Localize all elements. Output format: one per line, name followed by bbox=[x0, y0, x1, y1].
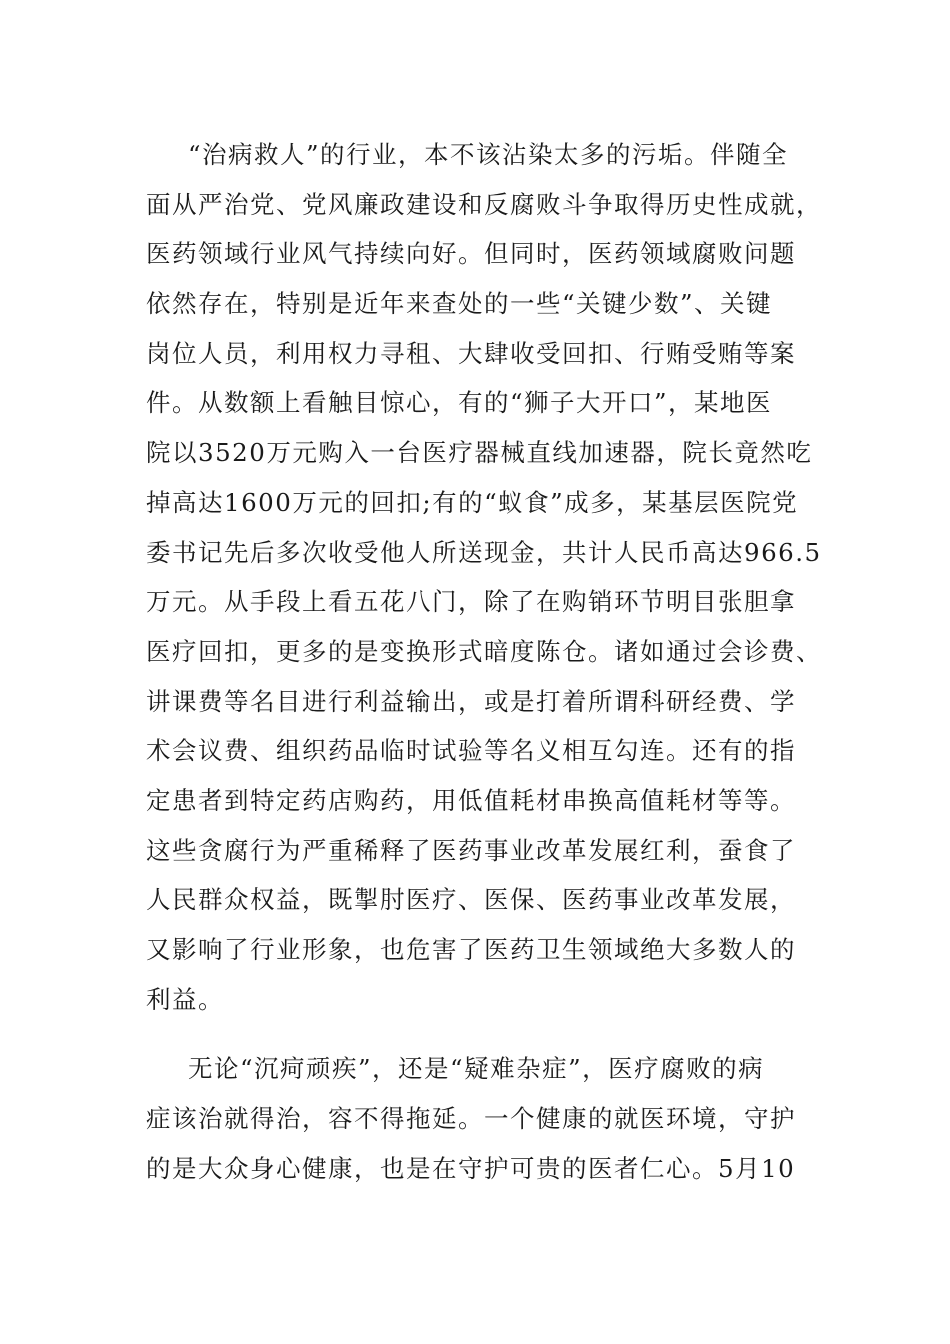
paragraph-line: 症该治就得治，容不得拖延。一个健康的就医环境，守护 bbox=[146, 1104, 796, 1134]
paragraph-line: 岗位人员，利用权力寻租、大肆收受回扣、行贿受贿等案 bbox=[146, 338, 796, 368]
paragraph-line: 医疗回扣，更多的是变换形式暗度陈仓。诸如通过会诊费、 bbox=[146, 636, 822, 666]
paragraph-line: 件。从数额上看触目惊心，有的“狮子大开口”，某地医 bbox=[146, 388, 773, 418]
paragraph-line: 的是大众身心健康，也是在守护可贵的医者仁心。5月10 bbox=[146, 1153, 796, 1183]
paragraph-2 bbox=[146, 1044, 806, 1193]
paragraph-line: 院以3520万元购入一台医疗器械直线加速器，院长竟然吃 bbox=[146, 438, 813, 468]
paragraph-line: 依然存在，特别是近年来查处的一些“关键少数”、关键 bbox=[146, 289, 773, 319]
paragraph-line: 无论“沉疴顽疾”，还是“疑难杂症”，医疗腐败的病 bbox=[188, 1054, 765, 1084]
paragraph-line: 术会议费、组织药品临时试验等名义相互勾连。还有的指 bbox=[146, 736, 796, 766]
document-body bbox=[146, 130, 822, 1193]
paragraph-line: 掉高达1600万元的回扣;有的“蚁食”成多，某基层医院党 bbox=[146, 487, 799, 517]
paragraph-line: 面从严治党、党风廉政建设和反腐败斗争取得历史性成就， bbox=[146, 189, 822, 219]
paragraph-line: 万元。从手段上看五花八门，除了在购销环节明目张胆拿 bbox=[146, 587, 796, 617]
paragraph-line: 讲课费等名目进行利益输出，或是打着所谓科研经费、学 bbox=[146, 686, 796, 716]
paragraph-line: “治病救人”的行业，本不该沾染太多的污垢。伴随全 bbox=[188, 140, 789, 169]
paragraph-1 bbox=[146, 130, 822, 1024]
paragraph-line: 又影响了行业形象，也危害了医药卫生领域绝大多数人的 bbox=[146, 935, 796, 964]
paragraph-line: 委书记先后多次收受他人所送现金，共计人民币高达966.5 bbox=[146, 537, 822, 567]
paragraph-line: 定患者到特定药店购药，用低值耗材串换高值耗材等等。 bbox=[146, 785, 796, 815]
paragraph-line: 这些贪腐行为严重稀释了医药事业改革发展红利，蚕食了 bbox=[146, 835, 796, 865]
paragraph-line: 人民群众权益，既掣肘医疗、医保、医药事业改革发展， bbox=[146, 885, 796, 915]
paragraph-line: 医药领域行业风气持续向好。但同时，医药领域腐败问题 bbox=[146, 239, 796, 269]
paragraph-line: 利益。 bbox=[146, 984, 224, 1014]
paragraph-spacer bbox=[146, 1024, 806, 1044]
